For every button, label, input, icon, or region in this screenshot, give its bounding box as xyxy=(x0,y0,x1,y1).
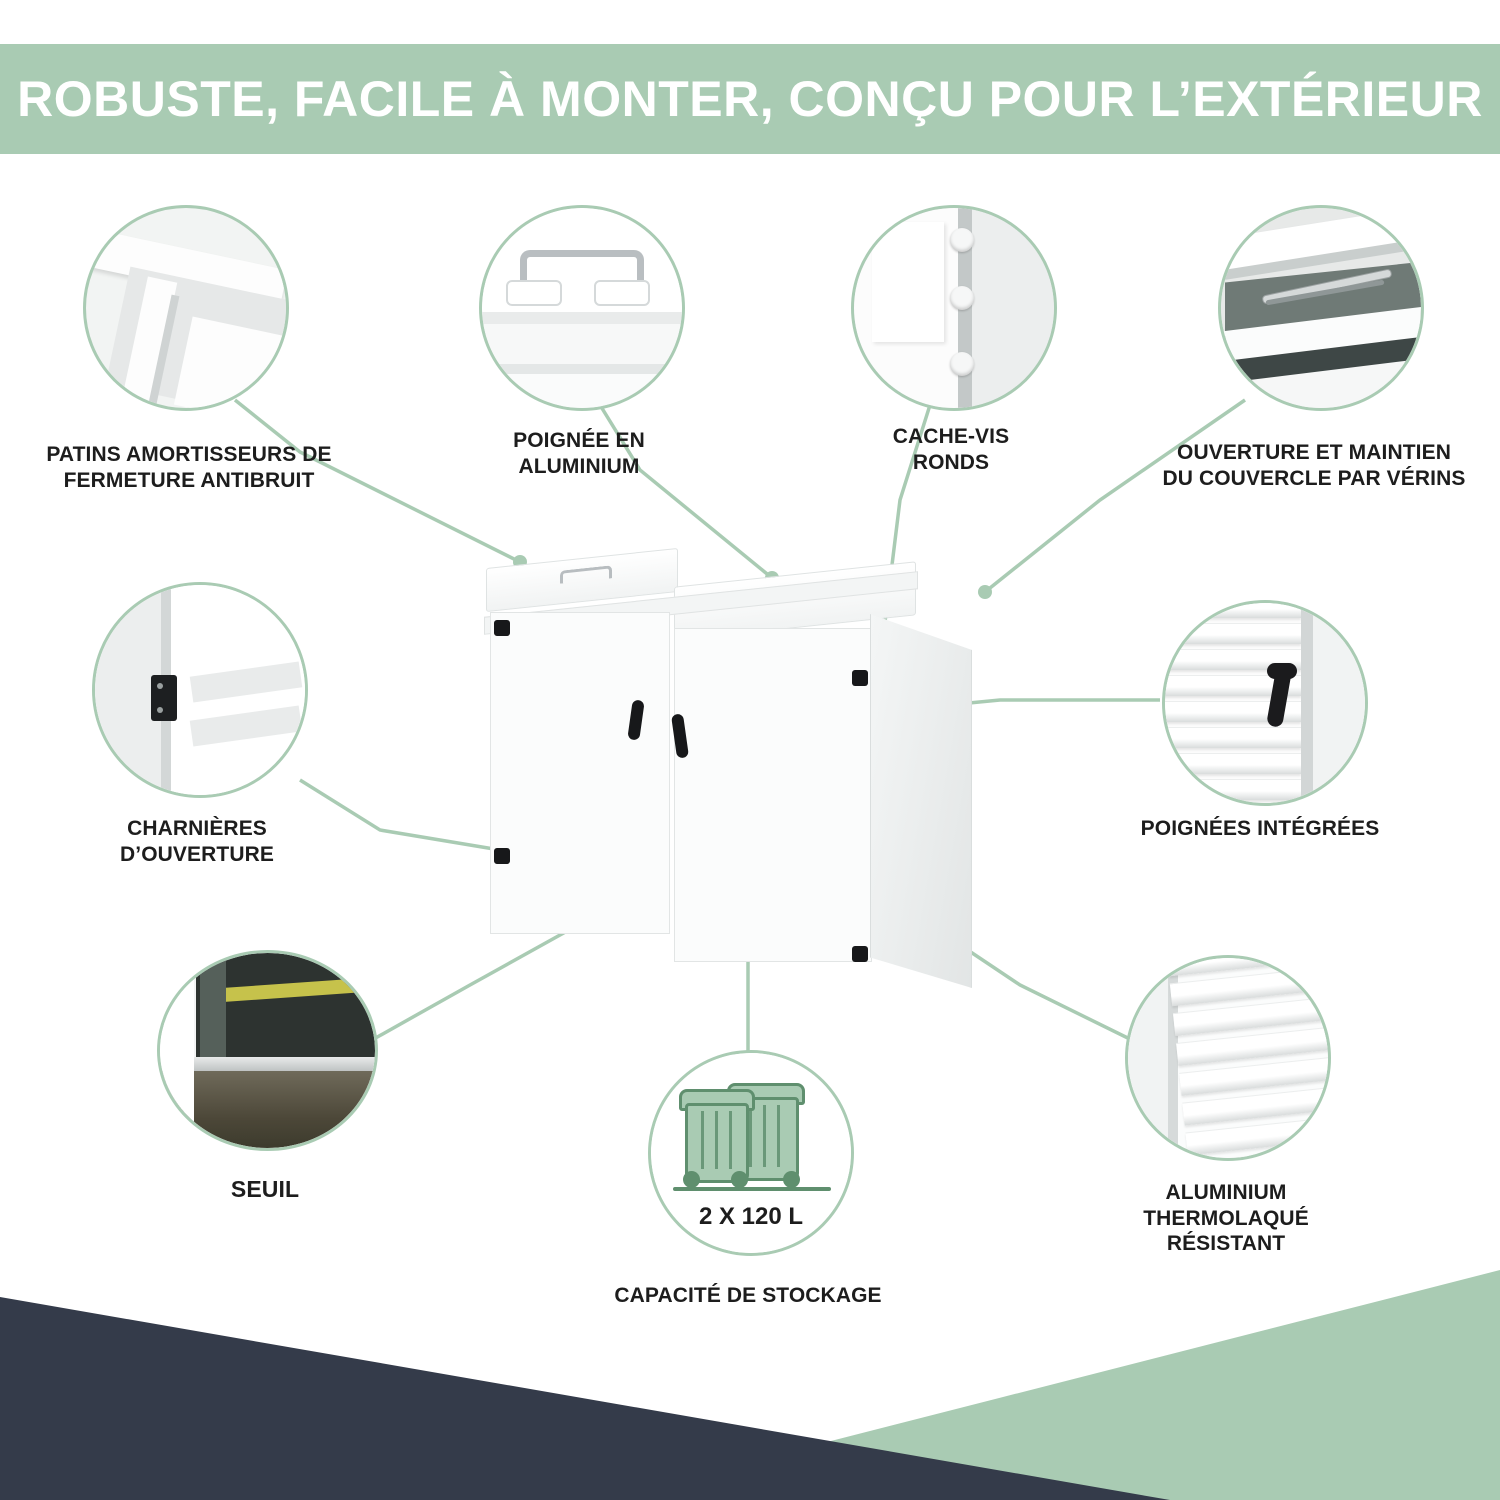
callout-label-seuil: SEUIL xyxy=(230,1176,300,1202)
product-door-left xyxy=(490,612,670,934)
corner-bracket-bottom-right xyxy=(852,946,868,962)
callout-bubble-seuil xyxy=(157,950,378,1151)
callout-label-patins: PATINS AMORTISSEURS DE FERMETURE ANTIBRUIT xyxy=(46,443,332,492)
callout-label-charnieres: CHARNIÈRES D’OUVERTURE xyxy=(120,817,274,866)
corner-bracket-right xyxy=(852,670,868,686)
callout-bubble-verins xyxy=(1218,205,1424,411)
page-title: ROBUSTE, FACILE À MONTER, CONÇU POUR L’EXTÉRIEUR xyxy=(17,71,1483,127)
callout-bubble-poignees-integrees xyxy=(1162,600,1368,806)
product-illustration xyxy=(478,548,1008,1028)
callout-label-verins: OUVERTURE ET MAINTIEN DU COUVERCLE PAR VÉRINS xyxy=(1162,441,1466,490)
corner-bracket-bottom-left xyxy=(494,848,510,864)
callout-label-poignees-integrees: POIGNÉES INTÉGRÉES xyxy=(1140,817,1380,840)
callout-bubble-capacite xyxy=(648,1050,854,1256)
callout-bubble-poignee-aluminium xyxy=(479,205,685,411)
callout-label-poignee-aluminium: POIGNÉE EN ALUMINIUM xyxy=(513,429,645,478)
callout-label-capacite: CAPACITÉ DE STOCKAGE xyxy=(614,1284,882,1307)
corner-bracket-top-left xyxy=(494,620,510,636)
screw-cover-icon xyxy=(950,286,974,310)
header-banner xyxy=(0,44,1500,154)
louver-panel-icon xyxy=(1167,958,1328,1158)
hinge-icon xyxy=(151,675,177,721)
two-bins-icon xyxy=(673,1079,831,1189)
callout-label-cache-vis: CACHE-VIS RONDS xyxy=(892,425,1010,474)
product-side-panel xyxy=(870,606,972,988)
product-door-right xyxy=(674,628,872,962)
capacity-value: 2 X 120 L xyxy=(698,1203,804,1230)
callout-bubble-aluminium xyxy=(1125,955,1331,1161)
callout-label-aluminium: ALUMINIUM THERMOLAQUÉ RÉSISTANT xyxy=(1143,1181,1309,1256)
callout-bubble-cache-vis xyxy=(851,205,1057,411)
callout-bubble-charnieres xyxy=(92,582,308,798)
screw-cover-icon xyxy=(950,228,974,252)
callout-bubble-patins xyxy=(83,205,289,411)
screw-cover-icon xyxy=(950,352,974,376)
